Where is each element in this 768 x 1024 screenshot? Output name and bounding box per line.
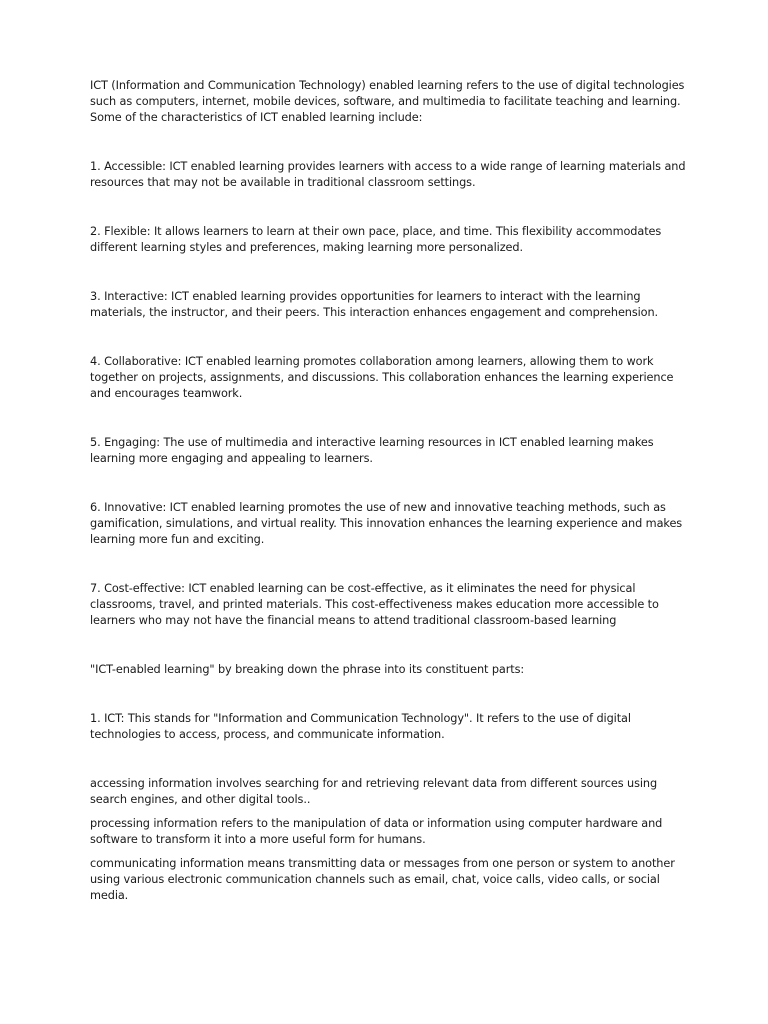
characteristic-interactive: 3. Interactive: ICT enabled learning provides opportunities for learners to interact with the learning materials, the instructor, and their peers. This interaction enhances engagement and comprehension. (90, 290, 659, 319)
processing-information: processing information refers to the manipulation of data or information using computer hardware and software to transform it into a more useful form for humans. (90, 817, 663, 846)
characteristic-innovative: 6. Innovative: ICT enabled learning promotes the use of new and innovative teaching methods, such as gamification, simulations, and virtual reality. This innovation enhances the learning experience and makes learning more fun and exciting. (90, 501, 683, 546)
breakdown-intro: "ICT-enabled learning" by breaking down the phrase into its constituent parts: (90, 663, 525, 676)
characteristic-engaging: 5. Engaging: The use of multimedia and interactive learning resources in ICT enabled learning makes learning more engaging and appealing to learners. (90, 436, 654, 465)
ict-definition: 1. ICT: This stands for "Information and Communication Technology". It refers to the use of digital technologies to access, process, and communicate information. (90, 712, 631, 741)
characteristic-accessible: 1. Accessible: ICT enabled learning provides learners with access to a wide range of learning materials and resources that may not be available in traditional classroom settings. (90, 160, 686, 189)
intro-paragraph: ICT (Information and Communication Technology) enabled learning refers to the use of digital technologies such as computers, internet, mobile devices, software, and multimedia to facilitate teaching and learning. Some of the characteristics of ICT enabled learning include: (90, 79, 685, 124)
characteristic-collaborative: 4. Collaborative: ICT enabled learning promotes collaboration among learners, allowing them to work together on projects, assignments, and discussions. This collaboration enhances the learning experience and encourages teamwork. (90, 355, 674, 400)
accessing-information: accessing information involves searching for and retrieving relevant data from different sources using search engines, and other digital tools.. (90, 777, 658, 806)
document-page (90, 78, 690, 904)
characteristic-cost-effective: 7. Cost-effective: ICT enabled learning can be cost-effective, as it eliminates the need for physical classrooms, travel, and printed materials. This cost-effectiveness makes education more accessible to learners who may not have the financial means to attend traditional classroom-based learning (90, 582, 659, 627)
characteristic-flexible: 2. Flexible: It allows learners to learn at their own pace, place, and time. This flexibility accommodates different learning styles and preferences, making learning more personalized. (90, 225, 662, 254)
communicating-information: communicating information means transmitting data or messages from one person or system to another using various electronic communication channels such as email, chat, voice calls, video calls, or social media. (90, 857, 675, 902)
